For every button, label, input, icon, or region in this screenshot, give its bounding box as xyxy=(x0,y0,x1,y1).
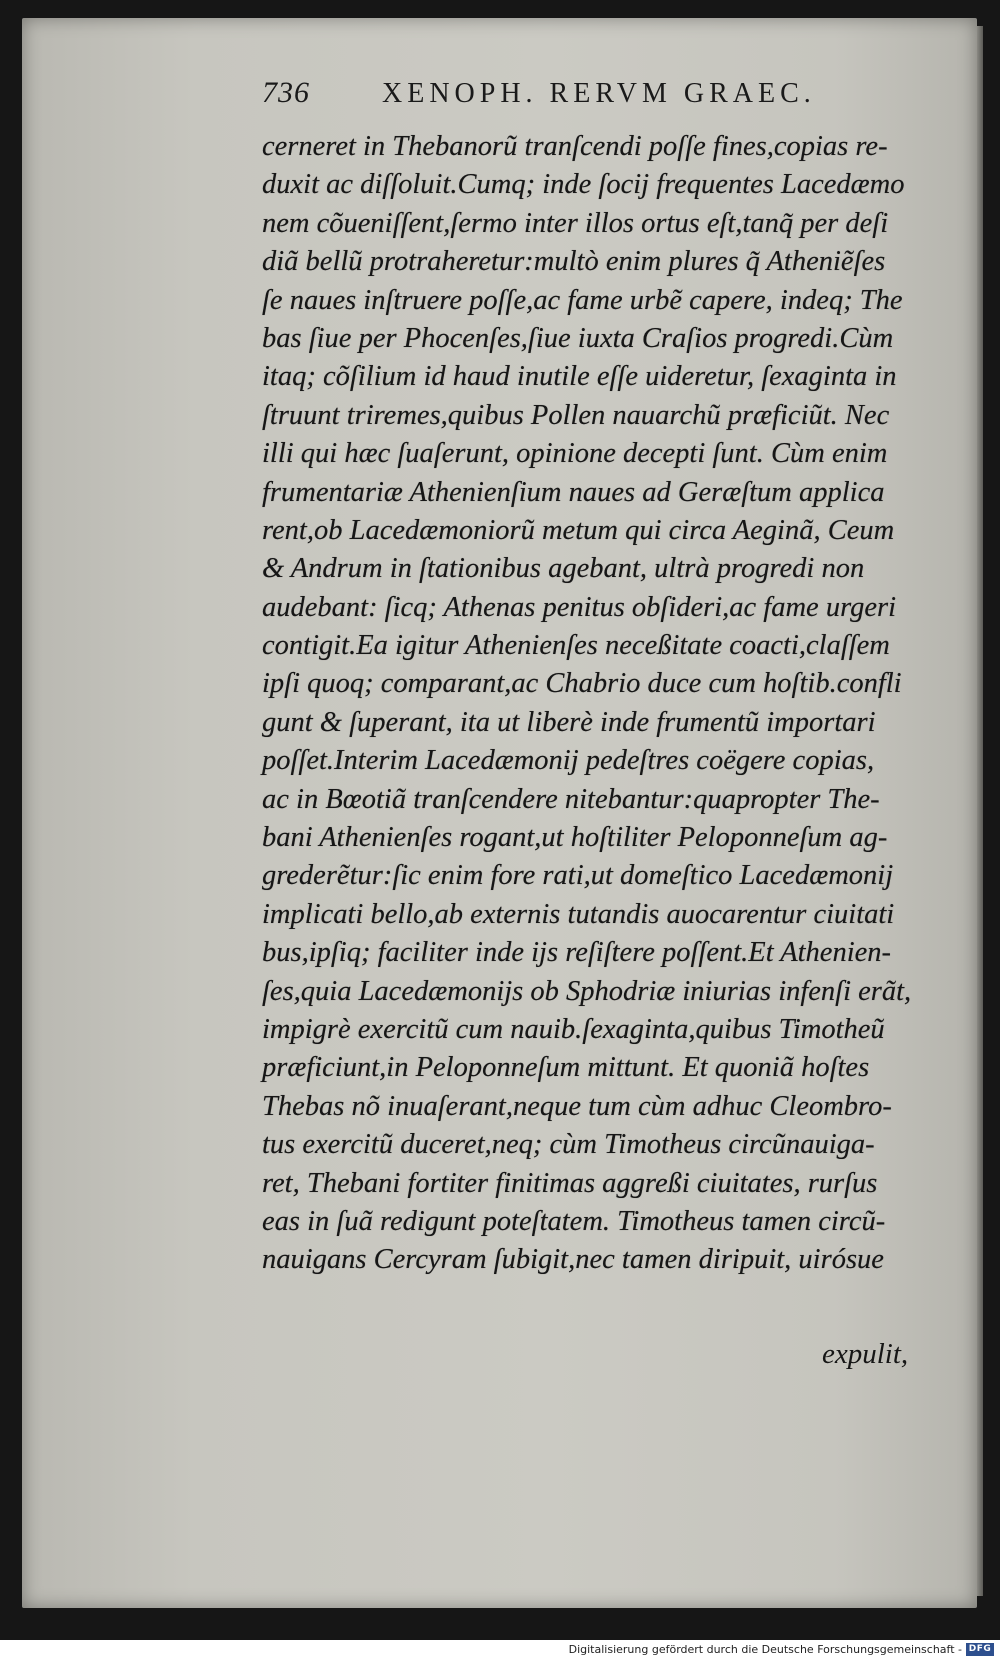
funding-credit: Digitalisierung gefördert durch die Deutsche Forschungsgemeinschaft - xyxy=(568,1643,962,1656)
text-line: & Andrum in ſtationibus agebant, ultrà progredi non xyxy=(262,553,865,585)
text-line: illi qui hæc ſuaſerunt, opinione decepti ſunt. Cùm enim xyxy=(262,438,888,470)
text-line: eas in ſuã redigunt poteſtatem. Timotheus tamen circũ- xyxy=(262,1205,886,1237)
text-line: ac in Bœotiã tranſcendere nitebantur:quapropter The- xyxy=(262,783,880,815)
text-line: cerneret in Thebanorũ tranſcendi poſſe fines,copias re- xyxy=(262,131,888,162)
text-line: ſe naues inſtruere poſſe,ac fame urbẽ capere, indeq; The xyxy=(262,284,903,316)
text-line: tus exercitũ duceret,neq; cùm Timotheus circũnauiga- xyxy=(262,1129,875,1161)
text-line: bani Athenienſes rogant,ut hoſtiliter Peloponneſum ag- xyxy=(262,822,888,854)
text-line: contigit.Ea igitur Athenienſes neceßitate coacti,claſſem xyxy=(262,630,890,662)
page-edge-shadow xyxy=(977,26,983,1596)
text-line: nauigans Cercyram ſubigit,nec tamen diripuit, uirósue xyxy=(262,1244,884,1276)
text-line: frumentariæ Athenienſium naues ad Geræſtum applica xyxy=(262,476,885,508)
footer-bar xyxy=(0,1640,1000,1660)
text-line: Thebas nõ inuaſerant,neque tum cùm adhuc Cleombro- xyxy=(262,1090,892,1122)
text-line: implicati bello,ab externis tutandis auocarentur ciuitati xyxy=(262,898,895,930)
text-line: audebant: ſicq; Athenas penitus obſideri,ac fame urgeri xyxy=(262,591,897,623)
dfg-logo: DFG xyxy=(966,1643,994,1656)
text-line: ſes,quia Lacedæmonijs ob Sphodriæ iniurias infenſi erãt, xyxy=(262,975,912,1007)
text-line: bus,ipſiq; faciliter inde ijs reſiſtere poſſent.Et Athenien- xyxy=(262,937,892,969)
text-line: itaq; cõſilium id haud inutile eſſe uideretur, ſexaginta in xyxy=(262,361,897,393)
main-text-block xyxy=(262,128,952,1280)
text-line: rent,ob Lacedæmoniorũ metum qui circa Aeginã, Ceum xyxy=(262,514,895,546)
text-line: gunt & ſuperant, ita ut liberè inde frumentũ importari xyxy=(262,706,876,738)
text-line: ſtruunt triremes,quibus Pollen nauarchũ præficiũt. Nec xyxy=(262,399,890,431)
page-header xyxy=(262,76,872,116)
text-line: poſſet.Interim Lacedæmonij pedeſtres coëgere copias, xyxy=(262,745,875,777)
text-line: diã bellũ protraheretur:multò enim plures q̃ Atheniẽſes xyxy=(262,246,886,278)
text-line: impigrè exercitũ cum nauib.ſexaginta,quibus Timotheũ xyxy=(262,1013,885,1045)
catchword: expulit, xyxy=(822,1338,909,1370)
text-line: præficiunt,in Peloponneſum mittunt. Et quoniã hoſtes xyxy=(262,1052,870,1084)
text-line: bas ſiue per Phocenſes,ſiue iuxta Craſios progredi.Cùm xyxy=(262,322,894,354)
text-line: grederẽtur:ſic enim fore rati,ut domeſtico Lacedæmonij xyxy=(262,860,894,892)
text-line: nem cõueniſſent,ſermo inter illos ortus eſt,tanq̃ per deſi xyxy=(262,207,889,239)
page-number: 736 xyxy=(262,76,310,109)
running-head: XENOPH. RERVM GRAEC. xyxy=(382,78,816,109)
text-line: ret, Thebani fortiter finitimas aggreßi ciuitates, rurſus xyxy=(262,1167,878,1199)
text-line: ipſi quoq; comparant,ac Chabrio duce cum hoſtib.confli xyxy=(262,668,902,700)
text-line: duxit ac diſſoluit.Cumq; inde ſocij frequentes Lacedæmo xyxy=(262,169,905,201)
